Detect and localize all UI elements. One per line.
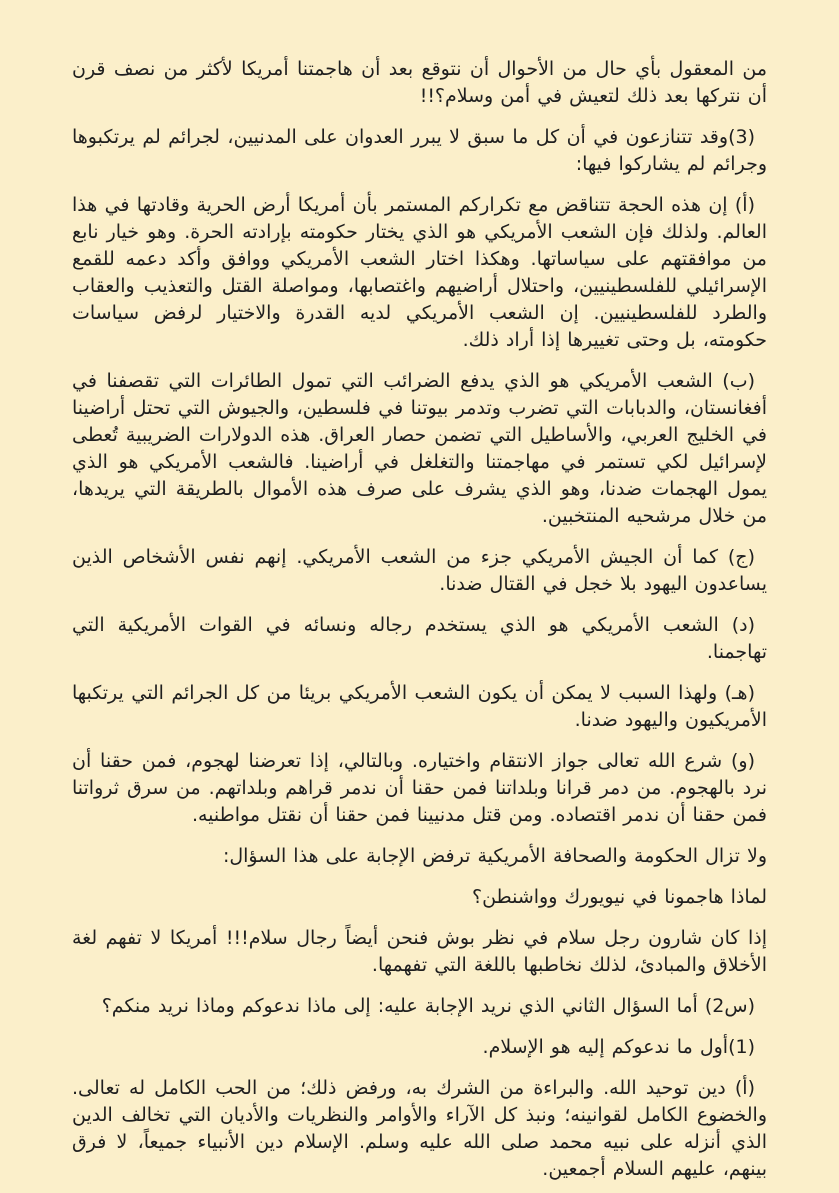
paragraph-3d-forces: (د) الشعب الأمريكي هو الذي يستخدم رجاله ونسائه في القوات الأمريكية التي تهاجمنا.	[72, 614, 767, 663]
paragraph-continuation-expect-peace: من المعقول بأي حال من الأحوال أن نتوقع بعد أن هاجمتنا أمريكا لأكثر من نصف قرن أن نتركها بعد ذلك لتعيش في أمن وسلام؟!!	[72, 58, 767, 107]
paragraph-3a-contradiction: (أ) إن هذه الحجة تتناقض مع تكراركم المستمر بأن أمريكا أرض الحرية وقادتها في هذا العالم. ولذلك فإن الشعب الأمريكي هو الذي يختار حكومته بإرادته الحرة. وهو خيار نابع من موافقتهم على سياساتها. وهكذا اختار الشعب الأمريكي ووافق وأكد دعمه للقمع الإسرائيلي للفلسطينيين، واحتلال أراضيهم واغتصابها، ومواصلة القتل والتعذيب والعقاب والطرد للفلسطينيين. إن الشعب الأمريكي لديه القدرة والاختيار لرفض سياسات حكومته، بل وحتى تغييرها إذا أراد ذلك.	[72, 194, 767, 351]
paragraph-press-refuses-question: ولا تزال الحكومة والصحافة الأمريكية ترفض الإجابة على هذا السؤال:	[222, 845, 767, 867]
paragraph-first-call-islam: (1)أول ما ندعوكم إليه هو الإسلام.	[482, 1036, 755, 1058]
paragraph-3e-not-innocent: (هـ) ولهذا السبب لا يمكن أن يكون الشعب الأمريكي بريئا من كل الجرائم التي يرتكبها الأمريكيون واليهود ضدنا.	[72, 682, 767, 731]
paragraph-question-2: (س2) أما السؤال الثاني الذي نريد الإجابة عليه: إلى ماذا ندعوكم وماذا نريد منكم؟	[101, 995, 755, 1017]
paragraph-3b-taxes: (ب) الشعب الأمريكي هو الذي يدفع الضرائب التي تمول الطائرات التي تقصفنا في أفغانستان، والدبابات التي تضرب وتدمر بيوتنا في فلسطين، والجيوش التي تحتل أراضينا في الخليج العربي، والأساطيل التي تضمن حصار العراق. هذه الدولارات الضريبية تُعطى لإسرائيل لكي تستمر في مهاجمتنا والتغلغل في أراضينا. فالشعب الأمريكي هو الذي يمول الهجمات ضدنا، وهو الذي يشرف على صرف هذه الأموال بالطريقة التي يريدها، من خلال مرشحيه المنتخبين.	[72, 370, 767, 527]
paragraph-point-3-dispute: (3)وقد تتنازعون في أن كل ما سبق لا يبرر العدوان على المدنيين، لجرائم لم يرتكبوها وجرائم لم يشاركوا فيها:	[72, 126, 767, 175]
paragraph-3c-army: (ج) كما أن الجيش الأمريكي جزء من الشعب الأمريكي. إنهم نفس الأشخاص الذين يساعدون اليهود بلا خجل في القتال ضدنا.	[72, 546, 767, 595]
paragraph-3f-retaliation: (و) شرع الله تعالى جواز الانتقام واختياره. وبالتالي، إذا تعرضنا لهجوم، فمن حقنا أن نرد بالهجوم. من دمر قرانا وبلداتنا فمن حقنا أن ندمر قراهم وبلداتهم. من سرق ثرواتنا فمن حقنا أن ندمر اقتصاده. ومن قتل مدنيينا فمن حقنا أن نقتل مواطنيه.	[72, 750, 767, 826]
paragraph-sharon-peace-remark: إذا كان شارون رجل سلام في نظر بوش فنحن أيضاً رجال سلام!!! أمريكا لا تفهم لغة الأخلاق والمبادئ، لذلك نخاطبها باللغة التي تفهمها.	[72, 927, 767, 976]
paragraph-islam-definition: (أ) دين توحيد الله. والبراءة من الشرك به، ورفض ذلك؛ من الحب الكامل له تعالى. والخضوع الكامل لقوانينه؛ ونبذ كل الآراء والأوامر والنظريات والأديان التي تخالف الدين الذي أنزله على نبيه محمد صلى الله عليه وسلم. الإسلام دين الأنبياء جميعاً، لا فرق بينهم، عليهم السلام أجمعين.	[72, 1077, 767, 1180]
text-block	[72, 56, 767, 1183]
paragraph-why-attacked-question: لماذا هاجمونا في نيويورك وواشنطن؟	[471, 886, 767, 908]
